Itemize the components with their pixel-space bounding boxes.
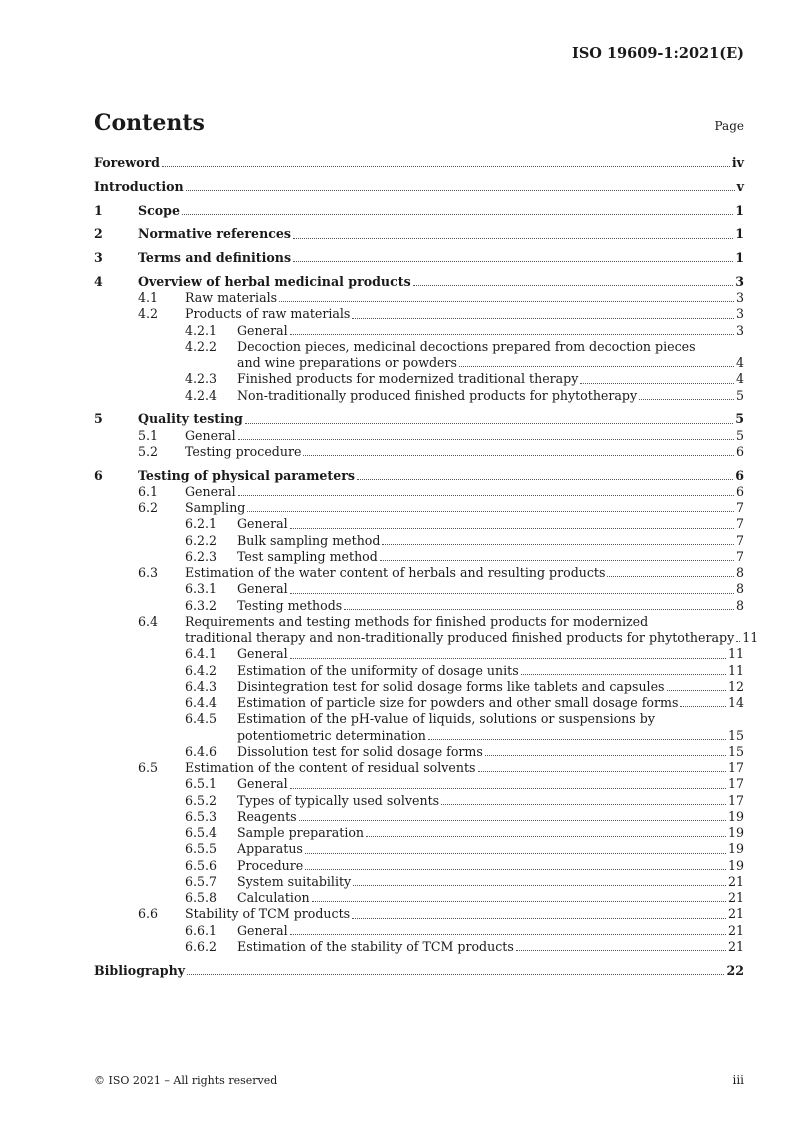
toc-entry[interactable]	[94, 371, 744, 387]
toc-entry[interactable]	[94, 533, 744, 549]
toc-entry-number: 6.3.2	[185, 597, 218, 613]
toc-entry-title: Estimation of particle size for powders and other small dosage forms	[237, 695, 679, 710]
toc-leader-dots	[441, 793, 726, 805]
toc-entry[interactable]	[94, 963, 744, 979]
toc-entry-number: 6.2.3	[185, 548, 218, 564]
toc-leader-dots	[299, 809, 726, 821]
toc-entry-title: Foreword	[94, 155, 160, 170]
document-id: ISO 19609-1:2021(E)	[572, 45, 744, 62]
page-title: Contents	[94, 110, 205, 136]
toc-leader-dots	[303, 444, 734, 456]
toc-leader-dots	[352, 906, 726, 918]
toc-entry-number: 6.4.4	[185, 695, 218, 710]
toc-entry-number: 6.5.7	[185, 873, 218, 889]
toc-entry-number: 6.4.6	[185, 743, 218, 759]
toc-leader-dots	[290, 581, 734, 593]
toc-entry[interactable]	[94, 411, 744, 427]
toc-entry-title: and wine preparations or powders	[237, 355, 457, 370]
toc-entry[interactable]	[94, 890, 744, 906]
toc-entry-page	[743, 711, 744, 727]
toc-entry[interactable]	[94, 155, 744, 171]
toc-entry-page: iv	[731, 155, 744, 170]
toc-entry-page: 3	[735, 273, 744, 289]
toc-entry-title: Terms and definitions	[138, 250, 292, 265]
toc-entry-page: 11	[727, 662, 744, 678]
toc-entry-page: 19	[727, 841, 744, 857]
toc-entry-title: Testing of physical parameters	[138, 467, 355, 483]
toc-entry-page: 8	[735, 581, 744, 597]
toc-entry[interactable]	[94, 468, 744, 484]
toc-entry-page: 6	[735, 467, 744, 483]
toc-entry-page: 12	[727, 678, 744, 694]
toc-entry-page: 19	[727, 857, 744, 873]
toc-entry-number: 6.5.6	[185, 857, 218, 873]
toc-entry-title: Types of typically used solvents	[237, 792, 440, 808]
toc-entry[interactable]	[94, 323, 744, 339]
toc-entry-title: Normative references	[138, 226, 292, 242]
toc-entry[interactable]	[94, 663, 744, 679]
toc-entry[interactable]	[94, 290, 744, 306]
toc-leader-dots	[293, 226, 733, 238]
toc-entry[interactable]	[94, 939, 744, 955]
toc-entry-title: Decoction pieces, medicinal decoctions prepared from decoction pieces	[237, 338, 696, 354]
toc-entry-title: Raw materials	[185, 290, 278, 305]
toc-entry-page: 5	[735, 427, 744, 443]
toc-entry-page: 1	[735, 202, 744, 218]
toc-entry-page	[743, 339, 744, 355]
toc-leader-dots	[290, 776, 726, 788]
toc-entry-page: 21	[727, 890, 744, 905]
toc-entry-number: 5.1	[138, 427, 159, 443]
toc-entry-number: 4.2.3	[185, 371, 218, 387]
toc-entry[interactable]	[94, 500, 744, 516]
toc-entry-number: 6.6.1	[185, 922, 218, 938]
toc-entry-title: General	[185, 483, 236, 499]
toc-entry-number: 3	[94, 250, 103, 265]
toc-entry[interactable]	[94, 711, 744, 727]
toc-entry-number: 1	[94, 202, 103, 218]
toc-entry-page: 8	[735, 597, 744, 613]
toc-entry-number: 6.4.3	[185, 678, 218, 694]
toc-leader-dots	[290, 923, 726, 935]
toc-entry-title: Testing procedure	[185, 443, 302, 459]
toc-entry[interactable]	[94, 388, 744, 404]
toc-entry[interactable]	[94, 679, 744, 695]
toc-entry-page: 11	[727, 646, 744, 662]
toc-entry[interactable]	[94, 565, 744, 581]
toc-entry-number: 4.2.4	[185, 387, 218, 403]
toc-leader-dots	[290, 323, 734, 335]
toc-leader-dots	[366, 825, 726, 837]
toc-entry-title: General	[237, 322, 288, 338]
toc-entry-title: Apparatus	[237, 841, 303, 857]
toc-leader-dots	[182, 203, 733, 215]
toc-entry-page: 17	[727, 792, 744, 808]
page-number: iii	[732, 1073, 744, 1087]
toc-leader-dots	[478, 760, 726, 772]
toc-entry[interactable]	[94, 516, 744, 532]
toc-entry-page: 21	[727, 922, 744, 938]
toc-entry-number: 4.1	[138, 290, 159, 305]
toc-entry-title: General	[237, 922, 288, 938]
toc-leader-dots	[290, 516, 734, 528]
toc-leader-dots	[459, 355, 734, 367]
toc-entry-title: Finished products for modernized traditional therapy	[237, 371, 579, 387]
toc-entry[interactable]	[94, 906, 744, 922]
toc-entry-number: 6.5.4	[185, 825, 218, 840]
toc-entry-number: 6.4	[138, 613, 159, 629]
toc-leader-dots	[580, 371, 734, 383]
toc-entry-number: 6.5.5	[185, 841, 218, 857]
toc-entry-page: 15	[727, 727, 744, 743]
toc-entry-title: Procedure	[237, 857, 304, 873]
toc-entry[interactable]	[94, 339, 744, 355]
toc-leader-dots	[428, 728, 726, 740]
table-of-contents	[94, 155, 759, 979]
toc-entry-title: General	[185, 427, 236, 443]
toc-leader-dots	[357, 468, 733, 480]
toc-entry-number: 6.6	[138, 906, 159, 922]
toc-entry-title: Non-traditionally produced finished products for phytotherapy	[237, 387, 638, 403]
toc-leader-dots	[305, 841, 726, 853]
toc-entry-number: 6.3	[138, 565, 159, 580]
toc-entry[interactable]	[94, 306, 744, 322]
toc-entry-title: General	[237, 646, 288, 662]
toc-entry-number: 6.5.1	[185, 776, 218, 792]
toc-leader-dots	[680, 695, 726, 707]
toc-entry[interactable]	[94, 428, 744, 444]
copyright-notice: © ISO 2021 – All rights reserved	[94, 1074, 278, 1087]
toc-entry-title: Stability of TCM products	[185, 906, 351, 922]
toc-entry[interactable]	[94, 923, 744, 939]
toc-entry-page: 5	[735, 411, 744, 427]
toc-entry-title: Estimation of the water content of herbals and resulting products	[185, 565, 606, 580]
toc-leader-dots	[293, 250, 733, 262]
toc-entry-page: 3	[735, 322, 744, 338]
toc-entry-number: 6.5.3	[185, 808, 218, 824]
toc-leader-dots	[353, 874, 726, 886]
toc-entry-number: 4.2	[138, 306, 159, 322]
toc-leader-dots	[245, 411, 733, 423]
toc-entry-page	[743, 614, 744, 630]
toc-entry-page: 19	[727, 808, 744, 824]
toc-entry-title: Estimation of the uniformity of dosage units	[237, 662, 519, 678]
toc-entry-title: Test sampling method	[237, 548, 378, 564]
toc-entry-page: 1	[735, 250, 744, 265]
toc-entry-title: Dissolution test for solid dosage forms	[237, 743, 483, 759]
toc-entry-number: 6.1	[138, 483, 159, 499]
toc-leader-dots	[382, 533, 734, 545]
toc-entry-number: 6.3.1	[185, 581, 218, 597]
toc-entry-page: 21	[727, 906, 744, 922]
toc-entry-number: 5.2	[138, 443, 159, 459]
toc-entry-page: 8	[735, 565, 744, 580]
toc-entry[interactable]	[94, 226, 744, 242]
toc-leader-dots	[247, 500, 734, 512]
toc-entry-title: Bulk sampling method	[237, 532, 381, 548]
toc-entry-page: v	[736, 178, 744, 194]
toc-entry-title: Estimation of the content of residual solvents	[185, 760, 476, 775]
toc-entry-page: 5	[735, 387, 744, 403]
toc-entry[interactable]	[94, 630, 759, 646]
toc-entry[interactable]	[94, 203, 744, 219]
toc-entry[interactable]	[94, 646, 744, 662]
toc-leader-dots	[607, 565, 734, 577]
toc-entry-page: 17	[727, 760, 744, 775]
toc-entry[interactable]	[94, 444, 744, 460]
toc-entry-title: System suitability	[237, 873, 352, 889]
toc-entry[interactable]	[94, 744, 744, 760]
toc-entry-title: Quality testing	[138, 411, 243, 427]
toc-entry[interactable]	[94, 874, 744, 890]
toc-leader-dots	[352, 306, 734, 318]
toc-entry-page: 22	[726, 962, 744, 978]
toc-entry[interactable]	[94, 250, 744, 266]
toc-leader-dots	[305, 858, 726, 870]
toc-entry-page: 21	[727, 873, 744, 889]
toc-entry[interactable]	[94, 695, 744, 711]
toc-leader-dots	[736, 630, 740, 642]
toc-entry-number: 6.5.2	[185, 792, 218, 808]
toc-entry-number: 6.2	[138, 500, 159, 515]
toc-entry-title: Introduction	[94, 178, 184, 194]
toc-leader-dots	[238, 428, 734, 440]
toc-entry-title: Overview of herbal medicinal products	[138, 273, 411, 289]
toc-entry-number: 6	[94, 467, 103, 483]
toc-leader-dots	[312, 890, 726, 902]
toc-entry[interactable]	[94, 841, 744, 857]
toc-entry-title: Bibliography	[94, 962, 186, 978]
toc-entry-page: 1	[735, 226, 744, 242]
toc-entry[interactable]	[94, 274, 744, 290]
toc-entry-title: Testing methods	[237, 597, 343, 613]
toc-entry[interactable]	[94, 179, 744, 195]
toc-entry-number: 6.2.2	[185, 532, 218, 548]
toc-entry-page: 6	[735, 483, 744, 499]
toc-leader-dots	[187, 963, 724, 975]
toc-entry-number: 6.4.5	[185, 711, 218, 727]
toc-entry-number: 6.2.1	[185, 516, 218, 532]
toc-entry-title: potentiometric determination	[237, 727, 426, 743]
toc-entry-title: Sample preparation	[237, 825, 365, 840]
toc-entry-title: Products of raw materials	[185, 306, 351, 322]
toc-entry-page: 3	[735, 290, 744, 305]
toc-entry-page: 7	[735, 516, 744, 532]
toc-entry-page: 7	[735, 532, 744, 548]
toc-leader-dots	[521, 663, 726, 675]
toc-entry-number: 2	[94, 226, 103, 242]
toc-entry-number: 4.2.1	[185, 322, 218, 338]
toc-leader-dots	[186, 179, 735, 191]
toc-entry-page: 11	[742, 630, 759, 645]
toc-entry-page: 6	[735, 443, 744, 459]
toc-entry-title: General	[237, 516, 288, 532]
toc-entry-page: 15	[727, 743, 744, 759]
toc-entry[interactable]	[94, 549, 744, 565]
toc-entry-title: traditional therapy and non-traditionally produced finished products for phytotherapy	[185, 630, 735, 645]
toc-entry-page: 17	[727, 776, 744, 792]
toc-entry[interactable]	[94, 760, 744, 776]
toc-leader-dots	[290, 646, 726, 658]
toc-entry[interactable]	[94, 484, 744, 500]
toc-entry-title: Requirements and testing methods for finished products for modernized	[185, 613, 649, 629]
toc-entry-title: Calculation	[237, 890, 310, 905]
toc-leader-dots	[485, 744, 726, 756]
toc-entry-title: Reagents	[237, 808, 297, 824]
toc-entry-page: 14	[727, 695, 744, 710]
toc-leader-dots	[279, 290, 734, 302]
toc-entry-number: 6.4.2	[185, 662, 218, 678]
toc-leader-dots	[639, 388, 734, 400]
toc-entry-number: 5	[94, 411, 103, 427]
toc-entry[interactable]	[94, 809, 744, 825]
toc-entry[interactable]	[94, 858, 744, 874]
toc-entry-page: 7	[735, 500, 744, 515]
toc-entry-title: Scope	[138, 202, 180, 218]
toc-entry-title: Sampling	[185, 500, 246, 515]
toc-entry[interactable]	[94, 728, 744, 744]
toc-entry-page: 3	[735, 306, 744, 322]
toc-entry-page: 4	[735, 371, 744, 387]
page-column-label: Page	[714, 119, 744, 133]
toc-entry-title: Estimation of the stability of TCM products	[237, 938, 514, 954]
toc-entry[interactable]	[94, 776, 744, 792]
toc-entry-number: 6.6.2	[185, 938, 218, 954]
toc-leader-dots	[238, 484, 734, 496]
toc-entry-title: Disintegration test for solid dosage forms like tablets and capsules	[237, 678, 665, 694]
toc-leader-dots	[413, 274, 734, 286]
toc-entry[interactable]	[94, 793, 744, 809]
toc-leader-dots	[667, 679, 726, 691]
toc-leader-dots	[516, 939, 726, 951]
toc-entry[interactable]	[94, 355, 744, 371]
toc-entry-number: 4	[94, 273, 103, 289]
toc-entry-number: 6.4.1	[185, 646, 218, 662]
toc-entry-number: 4.2.2	[185, 338, 218, 354]
toc-leader-dots	[380, 549, 734, 561]
toc-entry[interactable]	[94, 825, 744, 841]
toc-entry[interactable]	[94, 581, 744, 597]
toc-entry-page: 7	[735, 548, 744, 564]
toc-entry-title: Estimation of the pH-value of liquids, solutions or suspensions by	[237, 711, 655, 727]
toc-entry[interactable]	[94, 614, 744, 630]
toc-entry-number: 6.5.8	[185, 890, 218, 905]
toc-entry-title: General	[237, 776, 288, 792]
toc-entry[interactable]	[94, 598, 744, 614]
toc-entry-page: 21	[727, 938, 744, 954]
toc-leader-dots	[162, 155, 730, 167]
toc-leader-dots	[344, 598, 734, 610]
toc-entry-page: 4	[735, 355, 744, 370]
toc-entry-page: 19	[727, 825, 744, 840]
toc-entry-title: General	[237, 581, 288, 597]
toc-entry-number: 6.5	[138, 760, 159, 775]
